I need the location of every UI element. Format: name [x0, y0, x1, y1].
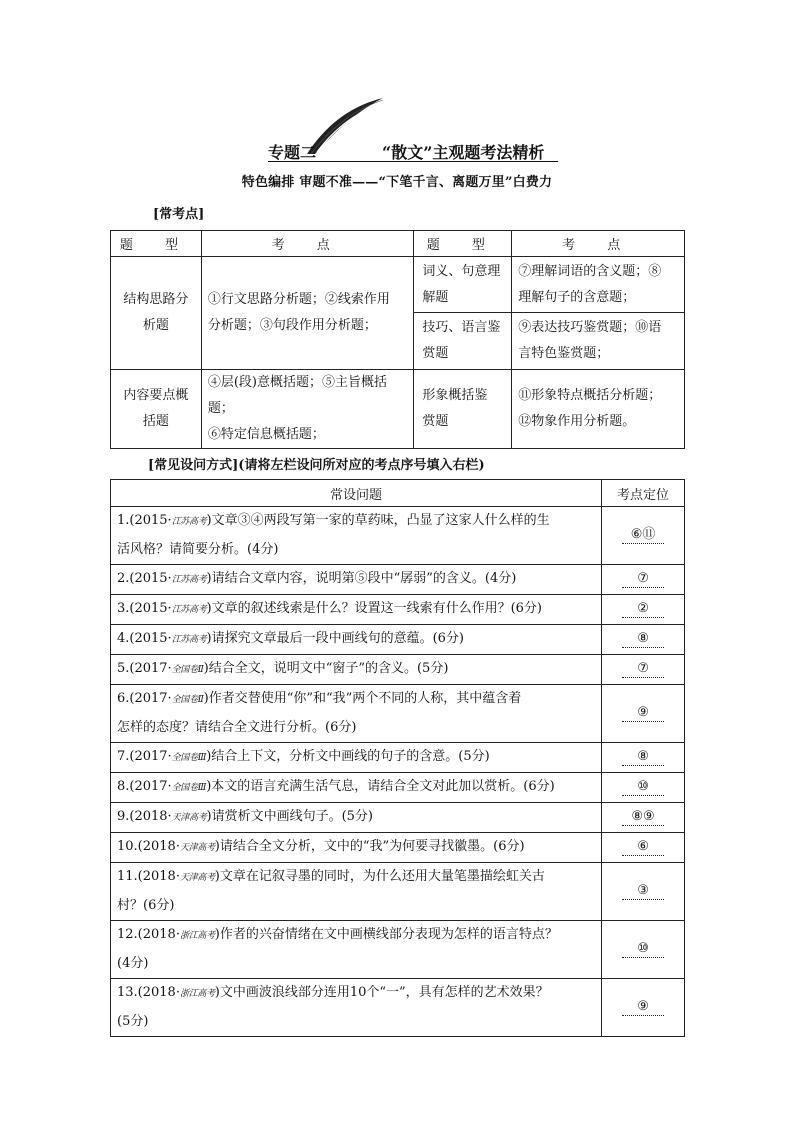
exam-source: 江苏高考 — [171, 605, 207, 615]
question-line — [117, 655, 595, 684]
section-label-question-styles: [常见设问方式](请将左栏设问所对应的考点序号填入右栏) — [148, 458, 485, 473]
table-row — [111, 743, 685, 773]
title-underline — [268, 161, 558, 162]
question-text: )文中画波浪线部分连用10个“一”，具有怎样的艺术效果？ — [214, 985, 549, 1000]
answer-cell — [602, 595, 685, 625]
question-cell — [111, 655, 602, 685]
answer-value: ② — [622, 601, 664, 618]
answer-value: ⑦ — [622, 571, 664, 588]
question-number: 4.(2015· — [117, 631, 172, 646]
table-row — [111, 625, 685, 655]
question-line — [117, 833, 595, 862]
question-cell — [111, 565, 602, 595]
question-line — [117, 565, 595, 594]
header-point-left: 考 点 — [201, 231, 414, 257]
page-title: “散文”主观题考法精析 — [382, 143, 545, 162]
type-cell: 结构思路分 析题 — [111, 257, 202, 370]
exam-source: 浙江高考 — [179, 931, 215, 941]
header-point-right: 考 点 — [512, 231, 685, 257]
question-cell — [111, 625, 602, 655]
table-row — [111, 507, 685, 565]
question-line — [117, 863, 595, 892]
answer-cell — [602, 833, 685, 863]
table-row — [111, 803, 685, 833]
table-row — [111, 655, 685, 685]
table-row — [111, 565, 685, 595]
question-number: 3.(2015· — [117, 601, 172, 616]
answer-cell — [602, 685, 685, 743]
question-text: )作者的兴奋情绪在文中画横线部分表现为怎样的语言特点？ — [214, 927, 558, 942]
table-header-row — [111, 480, 685, 507]
question-cell — [111, 595, 602, 625]
answer-value: ⑦ — [622, 661, 664, 678]
exam-source: 江苏高考 — [171, 517, 207, 527]
answer-cell — [602, 507, 685, 565]
exam-source: 浙江高考 — [179, 989, 215, 999]
question-number: 13.(2018· — [117, 985, 180, 1000]
answer-cell — [602, 565, 685, 595]
question-number: 5.(2017· — [117, 661, 172, 676]
answer-cell — [602, 921, 685, 979]
question-number: 9.(2018· — [117, 809, 172, 824]
question-text: )作者交替使用“你”和“我”两个不同的人称，其中蕴含着 — [203, 691, 522, 706]
question-line: 怎样的态度？请结合全文进行分析。(6分) — [117, 720, 357, 735]
topic-number: 专题二 — [268, 143, 317, 162]
exam-source: 天津高考 — [179, 843, 215, 853]
points-cell: ①行文思路分析题；②线索作用 分析题；③句段作用分析题； — [201, 257, 414, 370]
header-answer: 考点定位 — [602, 480, 685, 507]
answer-cell — [602, 863, 685, 921]
question-cell — [111, 833, 602, 863]
answer-value: ⑥ — [622, 839, 664, 856]
question-number: 10.(2018· — [117, 839, 180, 854]
question-line — [117, 595, 595, 624]
question-line — [117, 685, 595, 714]
question-number: 8.(2017· — [117, 779, 172, 794]
table-row — [111, 833, 685, 863]
question-styles-table — [110, 479, 685, 1037]
answer-cell — [602, 625, 685, 655]
exam-source: 全国卷Ⅱ — [171, 665, 204, 675]
question-number: 1.(2015· — [117, 513, 172, 528]
question-cell — [111, 743, 602, 773]
question-cell — [111, 803, 602, 833]
question-text: )请结合全文分析，文中的“我”为何要寻找徽墨。(6分) — [214, 839, 525, 854]
question-text: )请探究文章最后一段中画线句的意蕴。(6分) — [206, 631, 465, 646]
question-text: )请结合文章内容，说明第⑤段中“孱弱”的含义。(4分) — [206, 571, 517, 586]
question-line — [117, 507, 595, 536]
answer-value: ⑧⑨ — [622, 809, 664, 826]
answer-value: ⑩ — [622, 941, 664, 958]
question-text: )文章③④两段写第一家的草药味，凸显了这家人什么样的生 — [206, 513, 550, 528]
section-label-common-points: [常考点] — [153, 207, 205, 222]
question-number: 12.(2018· — [117, 927, 180, 942]
header-type-right: 题 型 — [414, 231, 512, 257]
exam-source: 天津高考 — [179, 873, 215, 883]
table-row — [111, 921, 685, 979]
question-line — [117, 803, 595, 832]
question-cell — [111, 507, 602, 565]
answer-cell — [602, 803, 685, 833]
points-cell: ④层(段)意概括题；⑤主旨概括题； ⑥特定信息概括题； — [201, 370, 414, 449]
question-line: (4分) — [117, 956, 149, 971]
question-text: )结合全文，说明文中“窗子”的含义。(5分) — [203, 661, 449, 676]
header-type-left: 题 型 — [111, 231, 202, 257]
table-row — [111, 863, 685, 921]
question-rows — [111, 507, 685, 1037]
common-points-table — [110, 230, 685, 449]
exam-source: 江苏高考 — [171, 635, 207, 645]
question-line — [117, 773, 595, 802]
answer-cell — [602, 773, 685, 803]
question-text: )文章的叙述线索是什么？设置这一线索有什么作用？(6分) — [206, 601, 543, 616]
answer-value: ⑨ — [622, 705, 664, 722]
exam-source: 天津高考 — [171, 813, 207, 823]
question-number: 7.(2017· — [117, 749, 172, 764]
answer-value: ⑧ — [622, 631, 664, 648]
question-text: )文章在记叙寻墨的同时，为什么还用大量笔墨描绘虹关古 — [214, 869, 545, 884]
question-line — [117, 743, 595, 772]
table-row — [111, 773, 685, 803]
question-text: )结合上下文，分析文中画线的句子的含意。(5分) — [206, 749, 490, 764]
exam-source: 全国卷Ⅱ — [171, 695, 204, 705]
question-cell — [111, 863, 602, 921]
type-cell: 形象概括鉴 赏题 — [414, 370, 512, 449]
type-cell: 内容要点概 括题 — [111, 370, 202, 449]
title-row — [0, 140, 794, 164]
question-text: )本文的语言充满生活气息，请结合全文对此加以赏析。(6分) — [206, 779, 555, 794]
exam-source: 全国卷Ⅲ — [171, 783, 207, 793]
answer-cell — [602, 655, 685, 685]
question-number: 2.(2015· — [117, 571, 172, 586]
answer-value: ⑩ — [622, 779, 664, 796]
question-line: (5分) — [117, 1014, 149, 1029]
question-line — [117, 625, 595, 654]
table-row — [111, 685, 685, 743]
type-cell: 技巧、语言鉴 赏题 — [414, 313, 512, 370]
question-cell — [111, 773, 602, 803]
answer-cell — [602, 743, 685, 773]
answer-value: ⑨ — [622, 999, 664, 1016]
question-cell — [111, 685, 602, 743]
question-line — [117, 979, 595, 1008]
question-line — [117, 921, 595, 950]
points-cell: ⑨表达技巧鉴赏题；⑩语 言特色鉴赏题； — [512, 313, 685, 370]
question-line: 活风格？请简要分析。(4分) — [117, 542, 279, 557]
table-header-row — [111, 231, 685, 257]
answer-value: ⑥⑪ — [622, 527, 664, 544]
points-cell: ⑪形象特点概括分析题； ⑫物象作用分析题。 — [512, 370, 685, 449]
answer-value: ⑧ — [622, 749, 664, 766]
type-cell: 词义、句意理 解题 — [414, 257, 512, 313]
exam-source: 全国卷Ⅲ — [171, 753, 207, 763]
question-cell — [111, 979, 602, 1037]
table-row — [111, 979, 685, 1037]
subtitle: 特色编排 审题不准——“下笔千言、离题万里”白费力 — [241, 175, 553, 190]
question-text: )请赏析文中画线句子。(5分) — [206, 809, 374, 824]
exam-source: 江苏高考 — [171, 575, 207, 585]
question-number: 11.(2018· — [117, 869, 180, 884]
answer-cell — [602, 979, 685, 1037]
question-line: 村？(6分) — [117, 898, 175, 913]
points-cell: ⑦理解词语的含义题；⑧ 理解句子的含意题； — [512, 257, 685, 313]
table-row — [111, 595, 685, 625]
question-number: 6.(2017· — [117, 691, 172, 706]
answer-value: ③ — [622, 883, 664, 900]
header-question: 常设问题 — [111, 480, 602, 507]
table-row — [111, 257, 685, 313]
question-cell — [111, 921, 602, 979]
